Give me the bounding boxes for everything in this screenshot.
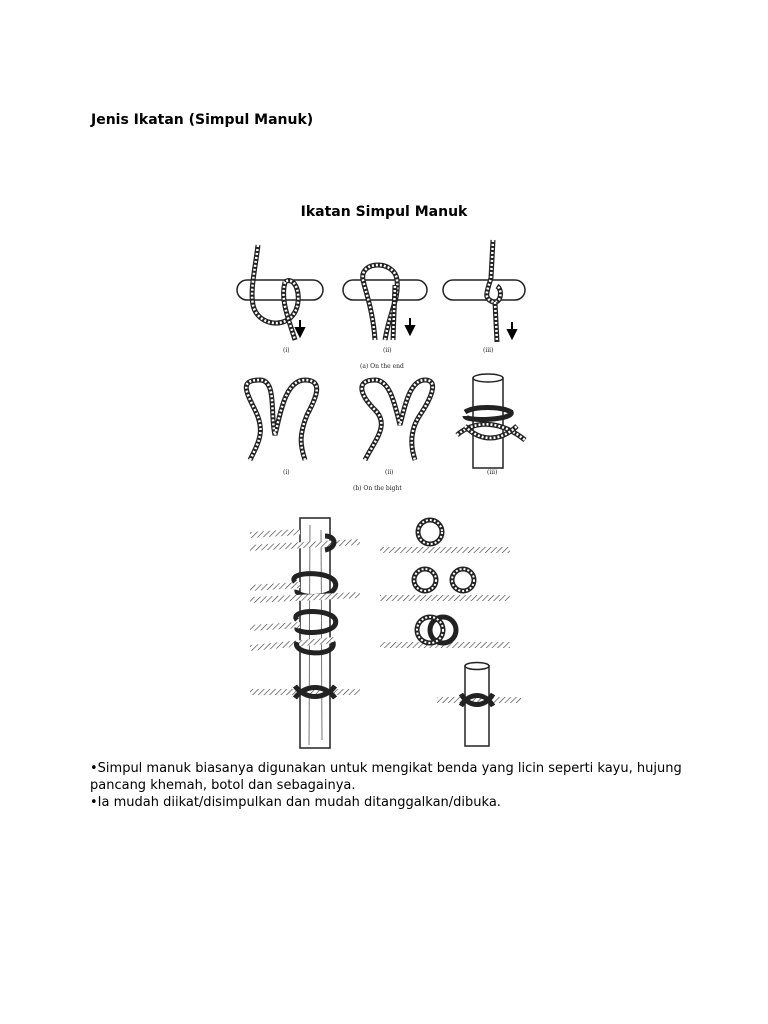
section-label-on-the-bight: (b) On the bight	[353, 485, 402, 492]
loop-sequence	[380, 520, 521, 746]
step-label: (ii)	[383, 347, 392, 354]
on-the-end-step-2	[343, 265, 427, 340]
step-label: (iii)	[487, 469, 498, 476]
knot-diagram-svg	[225, 230, 545, 750]
on-the-bight-step-1	[246, 380, 316, 460]
arrow-down-icon	[406, 318, 414, 334]
step-label: (ii)	[385, 469, 394, 476]
section-label-on-the-end: (a) On the end	[360, 363, 404, 370]
step-label: (i)	[283, 469, 290, 476]
arrow-down-icon	[296, 320, 304, 336]
arrow-down-icon	[508, 322, 516, 338]
bullet-item: •Ia mudah diikat/disimpulkan dan mudah ditanggalkan/dibuka.	[90, 795, 501, 810]
step-label: (iii)	[483, 347, 494, 354]
pole-hitch-sequence	[250, 518, 360, 748]
figure-title: Ikatan Simpul Manuk	[300, 204, 468, 220]
description	[90, 760, 730, 811]
page-heading: Jenis Ikatan (Simpul Manuk)	[91, 112, 314, 128]
on-the-bight-step-3	[457, 374, 525, 468]
on-the-bight-step-2	[362, 380, 433, 460]
step-label: (i)	[283, 347, 290, 354]
bullet-item: •Simpul manuk biasanya digunakan untuk mengikat benda yang licin seperti kayu, hujung pancang khemah, botol dan sebagainya.	[90, 761, 682, 793]
on-the-end-step-1	[237, 245, 323, 340]
clove-hitch-illustration	[225, 230, 545, 750]
on-the-end-step-3	[443, 240, 525, 342]
